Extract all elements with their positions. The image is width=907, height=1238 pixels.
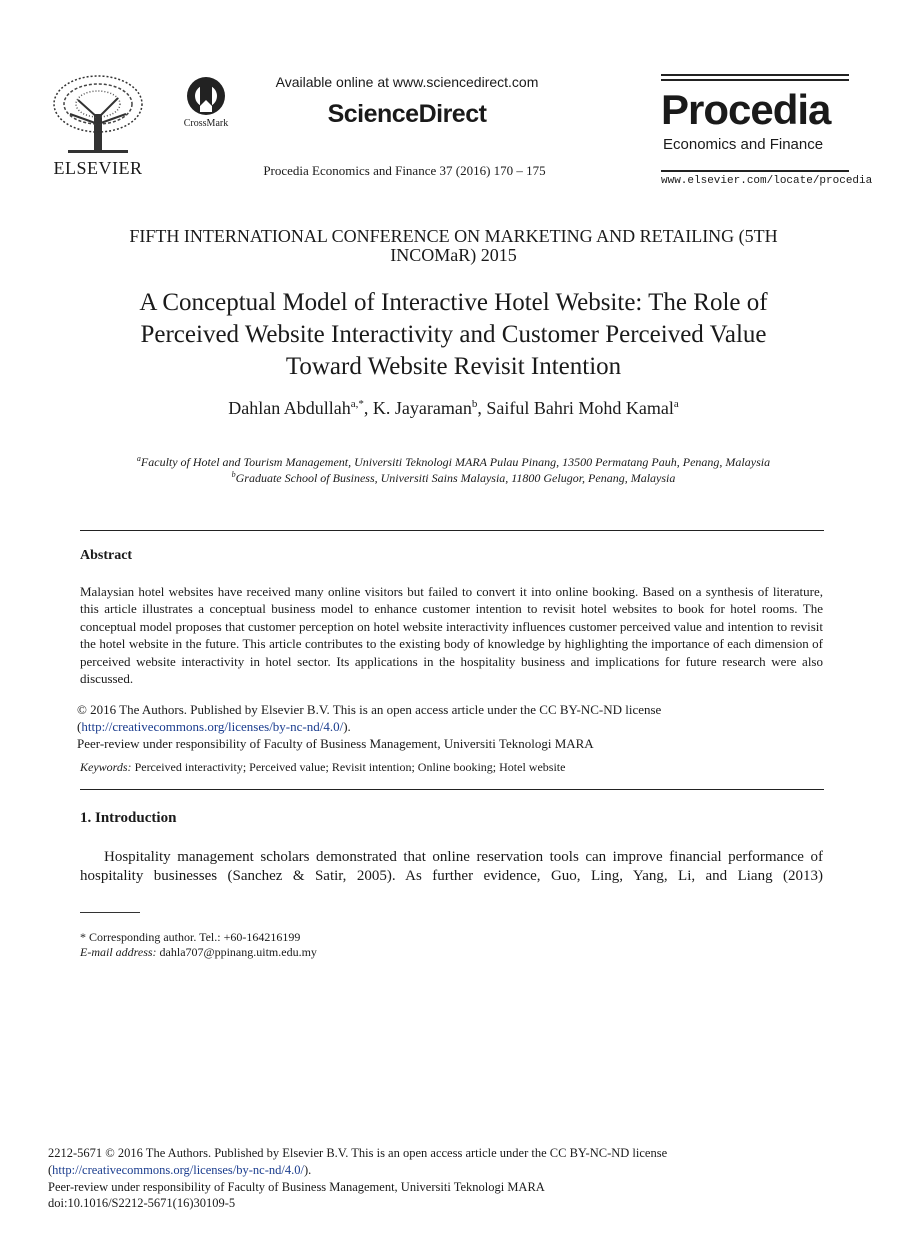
- section-divider: [80, 530, 824, 531]
- procedia-logo: [661, 74, 873, 192]
- affiliation: [80, 470, 827, 486]
- author-name: K. Jayaraman: [372, 398, 472, 418]
- footnote-rule: [80, 912, 140, 913]
- author-list: Dahlan Abdullah$^{a,*}$, K. Jayaraman$^b$, Saiful Bahri Mohd Kamal$^a$: [228, 398, 679, 418]
- author-name: Dahlan Abdullah: [228, 398, 351, 418]
- divider: [661, 79, 849, 81]
- corresponding-author: * Corresponding author. Tel.: +60-164216199: [80, 930, 301, 944]
- paren: (: [77, 719, 82, 734]
- section-divider: [80, 789, 824, 790]
- procedia-subtitle: Economics and Finance: [663, 136, 824, 153]
- license-text: © 2016 The Authors. Published by Elsevier B.V. This is an open access article under the CC BY-NC-ND license: [77, 702, 662, 717]
- email-address[interactable]: dahla707@ppinang.uitm.edu.my: [159, 945, 317, 959]
- divider: [661, 74, 849, 76]
- section-heading: 1. Introduction: [80, 810, 177, 826]
- paren: (: [48, 1162, 53, 1177]
- affil-mark: b: [231, 470, 236, 479]
- footer-link-line: [48, 1162, 808, 1179]
- peer-review-text: Peer-review under responsibility of Faculty of Business Management, Universiti Teknologi MARA: [77, 736, 594, 751]
- license-link[interactable]: http://creativecommons.org/licenses/by-nc-nd/4.0/: [81, 719, 344, 734]
- license-link-line: [77, 718, 823, 735]
- elsevier-wordmark: ELSEVIER: [53, 158, 143, 178]
- abstract-heading: Abstract: [80, 548, 133, 563]
- paper-title: [90, 287, 817, 383]
- elsevier-tree-icon: [48, 74, 148, 156]
- crossmark-label: CrossMark: [183, 118, 229, 129]
- affil-mark: a: [136, 454, 141, 463]
- author-affil-mark: a: [673, 398, 679, 410]
- available-online-text: Available online at www.sciencedirect.com: [275, 74, 539, 90]
- conference-name: [100, 227, 807, 265]
- title-line: Toward Website Revisit Intention: [285, 353, 622, 380]
- intro-paragraph: Hospitality management scholars demonstrated that online reservation tools can improve financial performance of hospitality businesses (Sanchez & Satir, 2005). As further evidence, Guo, Ling, Yang, Li, and Liang (2013): [80, 849, 823, 884]
- elsevier-logo: [48, 74, 148, 178]
- footer-license: 2212-5671 © 2016 The Authors. Published by Elsevier B.V. This is an open access article under the CC BY-NC-ND license: [48, 1146, 668, 1160]
- author-affil-mark: a,*: [350, 398, 364, 410]
- paren: ).: [343, 719, 351, 734]
- keywords: [80, 760, 823, 775]
- procedia-wordmark: Procedia: [661, 86, 831, 133]
- keywords-label: Keywords:: [80, 760, 132, 774]
- sciencedirect-logo: ScienceDirect: [327, 100, 487, 128]
- doi[interactable]: doi:10.1016/S2212-5671(16)30109-5: [48, 1196, 236, 1211]
- crossmark-badge[interactable]: [176, 76, 236, 136]
- affil-text: Graduate School of Business, Universiti Sains Malaysia, 11800 Gelugor, Penang, Malaysia: [235, 471, 676, 485]
- page-footer: [48, 1145, 808, 1212]
- conference-line: FIFTH INTERNATIONAL CONFERENCE ON MARKETING AND RETAILING (5TH: [129, 226, 778, 246]
- journal-reference: Procedia Economics and Finance 37 (2016) 170 – 175: [263, 163, 546, 178]
- footer-license-link[interactable]: http://creativecommons.org/licenses/by-nc-nd/4.0/: [52, 1162, 304, 1177]
- keywords-text: Perceived interactivity; Perceived value; Revisit intention; Online booking; Hotel website: [134, 760, 566, 774]
- abstract-text: Malaysian hotel websites have received many online visitors but failed to convert it into online booking. Based on a synthesis of literature, this article illustrates a conceptual business model to enhance customer intention to revisit hotel websites to book for hotel rooms. The conceptual model proposes that customer perception on hotel website interactivity influences customer perceived value and intention to revisit the hotel website in the future. This article contributes to the existing body of knowledge by highlighting the importance of each dimension of perceived website interactivity in hotel sector. Its applications in the hospitality business and implications for future research were also discussed.: [80, 584, 823, 687]
- title-line: A Conceptual Model of Interactive Hotel Website: The Role of: [139, 289, 768, 316]
- author-email: [80, 945, 317, 960]
- author-affil-mark: b: [471, 398, 478, 410]
- procedia-url[interactable]: www.elsevier.com/locate/procedia: [661, 175, 873, 187]
- email-label: E-mail address:: [80, 945, 157, 959]
- footer-peer-review: Peer-review under responsibility of Faculty of Business Management, Universiti Teknologi MARA: [48, 1179, 545, 1194]
- affiliation: [80, 454, 827, 470]
- title-line: Perceived Website Interactivity and Customer Perceived Value: [140, 321, 767, 348]
- author-name: Saiful Bahri Mohd Kamal: [486, 398, 674, 418]
- license-block: [77, 701, 823, 752]
- paren: ).: [303, 1162, 312, 1177]
- affil-text: Faculty of Hotel and Tourism Management, Universiti Teknologi MARA Pulau Pinang, 13500 Permatang Pauh, Penang, Malaysia: [140, 455, 771, 469]
- conference-line: INCOMaR) 2015: [390, 245, 517, 265]
- crossmark-icon: [176, 76, 236, 118]
- divider: [661, 170, 849, 172]
